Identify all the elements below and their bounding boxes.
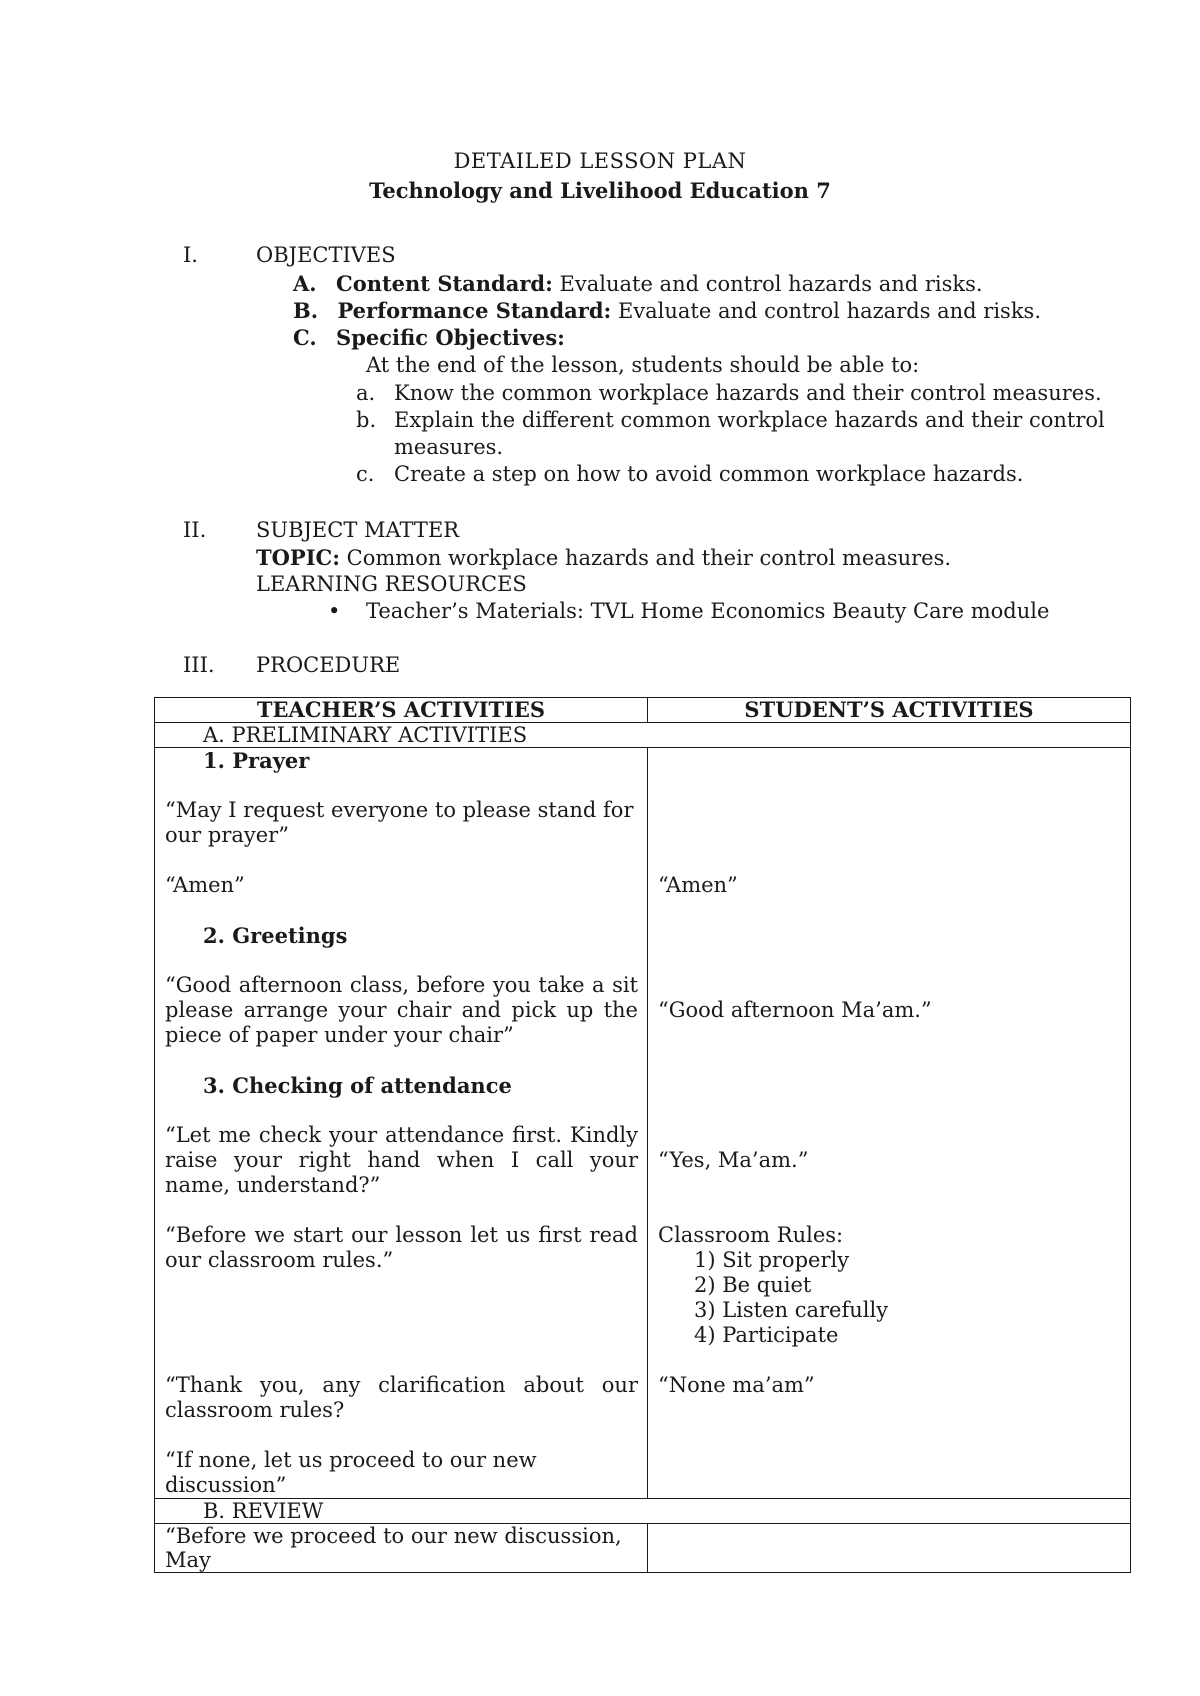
topic-text: Common workplace hazards and their control measures. bbox=[340, 546, 952, 570]
table-row bbox=[155, 748, 1131, 1499]
student-activities-cell bbox=[648, 748, 1131, 1499]
classroom-rule: 3) Listen carefully bbox=[694, 1298, 889, 1322]
classroom-rule: 1) Sit properly bbox=[694, 1248, 850, 1272]
table-header-row bbox=[155, 698, 1131, 723]
section-heading-subject: SUBJECT MATTER bbox=[256, 518, 460, 542]
column-header-student: STUDENT’S ACTIVITIES bbox=[648, 698, 1131, 723]
table-row bbox=[155, 1524, 1131, 1573]
objective-item-text: Explain the different common workplace hazards and their control bbox=[394, 408, 1105, 432]
objective-c-label: Specific Objectives: bbox=[336, 325, 565, 350]
objective-item-text: Create a step on how to avoid common workplace hazards. bbox=[394, 462, 1024, 486]
resource-item: Teacher’s Materials: TVL Home Economics Beauty Care module bbox=[366, 599, 1050, 623]
section-number-objectives: I. bbox=[183, 243, 198, 267]
objective-item-letter: a. bbox=[356, 381, 376, 405]
objective-a-text: Evaluate and control hazards and risks. bbox=[552, 272, 983, 296]
teacher-line: “Amen” bbox=[165, 873, 245, 897]
objective-item-text: Know the common workplace hazards and their control measures. bbox=[394, 381, 1102, 405]
objective-b-label: Performance Standard: bbox=[337, 298, 612, 323]
student-line: “None ma’am” bbox=[658, 1373, 815, 1397]
objective-item-letter: b. bbox=[356, 408, 377, 432]
bullet-icon: • bbox=[328, 599, 341, 623]
section-heading-procedure: PROCEDURE bbox=[256, 653, 401, 677]
document-header bbox=[0, 146, 1200, 206]
topic-label: TOPIC: bbox=[256, 545, 340, 570]
objective-b bbox=[293, 297, 1041, 325]
objective-a-label: Content Standard: bbox=[335, 271, 553, 296]
document-title: DETAILED LESSON PLAN bbox=[453, 149, 747, 173]
teacher-line: “Good afternoon class, before you take a sit please arrange your chair and pick up the piece of paper under your chair” bbox=[165, 973, 638, 1047]
activity-heading-attendance: 3. Checking of attendance bbox=[203, 1073, 512, 1098]
teacher-activities-cell bbox=[155, 748, 648, 1499]
objective-item-letter: c. bbox=[356, 462, 375, 486]
section-number-subject: II. bbox=[183, 518, 207, 542]
teacher-line: “May I request everyone to please stand for our prayer” bbox=[165, 798, 634, 847]
section-row-review: B. REVIEW bbox=[155, 1499, 1131, 1524]
activity-heading-greetings: 2. Greetings bbox=[203, 923, 348, 948]
objective-c bbox=[293, 324, 565, 352]
learning-resources-heading: LEARNING RESOURCES bbox=[256, 572, 527, 596]
objective-b-text: Evaluate and control hazards and risks. bbox=[611, 299, 1042, 323]
objective-a bbox=[293, 270, 983, 298]
column-header-teacher: TEACHER’S ACTIVITIES bbox=[155, 698, 648, 723]
student-activities-cell bbox=[648, 1524, 1131, 1573]
objectives-intro: At the end of the lesson, students should be able to: bbox=[366, 353, 920, 377]
student-line: “Good afternoon Ma’am.” bbox=[658, 998, 932, 1022]
classroom-rule: 4) Participate bbox=[694, 1323, 839, 1347]
student-line: “Amen” bbox=[658, 873, 738, 897]
objective-item-continuation: measures. bbox=[394, 435, 504, 459]
objective-a-letter: A. bbox=[293, 271, 317, 296]
topic-line bbox=[256, 544, 951, 572]
teacher-activities-cell: “Before we proceed to our new discussion, May bbox=[155, 1524, 648, 1573]
teacher-line: “Before we start our lesson let us first read our classroom rules.” bbox=[165, 1223, 638, 1272]
teacher-line: “Thank you, any clarification about our classroom rules? bbox=[165, 1373, 638, 1422]
classroom-rule: 2) Be quiet bbox=[694, 1273, 812, 1297]
document-subtitle: Technology and Livelihood Education 7 bbox=[369, 178, 831, 203]
section-heading-objectives: OBJECTIVES bbox=[256, 243, 396, 267]
table-row bbox=[155, 1499, 1131, 1524]
student-line: “Yes, Ma’am.” bbox=[658, 1148, 809, 1172]
objective-b-letter: B. bbox=[293, 298, 319, 323]
objective-c-letter: C. bbox=[293, 325, 317, 350]
classroom-rules-title: Classroom Rules: bbox=[658, 1223, 844, 1247]
section-number-procedure: III. bbox=[183, 653, 215, 677]
section-row-preliminary: A. PRELIMINARY ACTIVITIES bbox=[155, 723, 1131, 748]
table-row bbox=[155, 723, 1131, 748]
teacher-line: “If none, let us proceed to our new discussion” bbox=[165, 1448, 537, 1497]
procedure-table bbox=[154, 697, 1131, 1573]
activity-heading-prayer: 1. Prayer bbox=[203, 748, 310, 773]
teacher-line: “Let me check your attendance first. Kindly raise your right hand when I call your name, understand?” bbox=[165, 1123, 638, 1197]
